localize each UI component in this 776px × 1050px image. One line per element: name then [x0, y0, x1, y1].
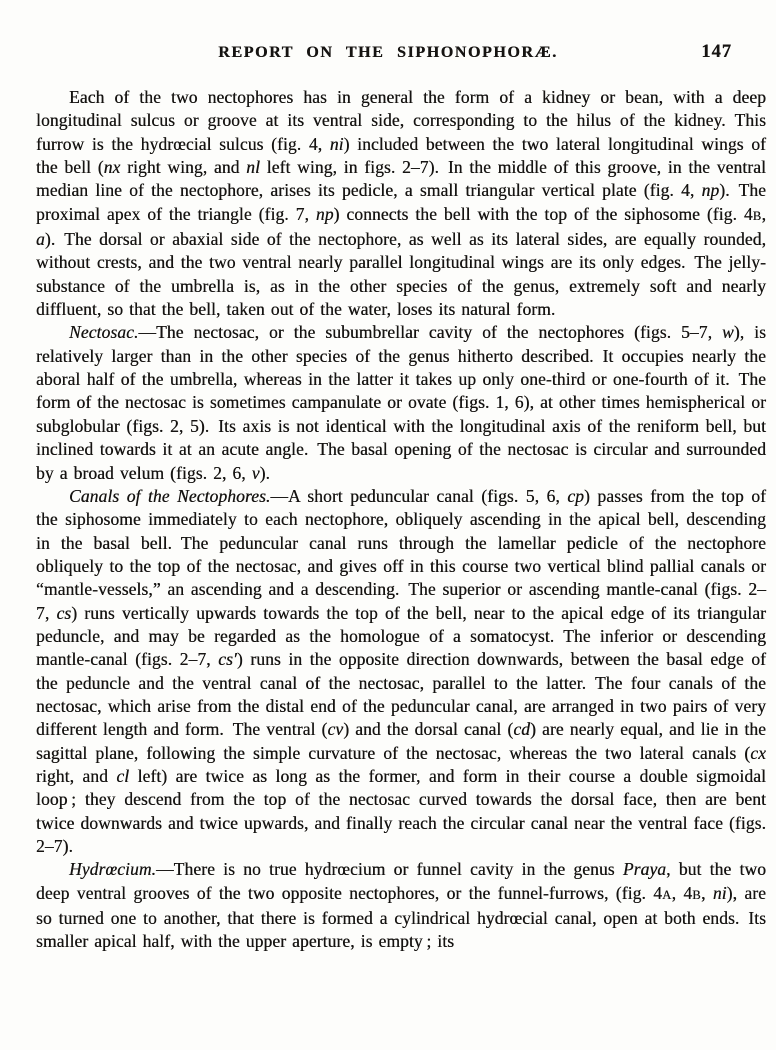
running-head: [0, 0, 776, 70]
page-body-text: [36, 86, 766, 954]
running-head-title: REPORT ON THE SIPHONOPHORÆ.: [218, 44, 558, 61]
paragraph-nectophore-form: Each of the two nectophores has in general the form of a kidney or bean, with a deep longitudinal sulcus or groove at its ventral side, corresponding to the hilus of the kidney. This furrow is the hydrœcial sulcus (fig. 4, ni) included between the two lateral longitudinal wings of the bell (nx right wing, and nl left wing, in figs. 2–7). In the middle of this groove, in the ventral median line of the nectophore, arises its pedicle, a small triangular vertical plate (fig. 4, np). The proximal apex of the triangle (fig. 7, np) connects the bell with the top of the siphosome (fig. 4B, a). The dorsal or abaxial side of the nectophore, as well as its lateral sides, are equally rounded, without crests, and the two ventral nearly parallel longitudinal wings are its only edges. The jelly-substance of the umbrella is, as in the other species of the genus, extremely soft and nearly diffluent, so that the bell, taken out of the water, loses its natural form.: [36, 87, 766, 320]
page-number: 147: [701, 42, 732, 62]
paragraph-hydroecium: Hydrœcium.—There is no true hydrœcium or funnel cavity in the genus Praya, but the two deep ventral grooves of the two opposite nectophores, or the funnel-furrows, (fig. 4A, 4B, ni), are so turned one to another, that there is formed a cylindrical hydrœcial canal, open at both ends. Its smaller apical half, with the upper aperture, is empty ; its: [36, 859, 766, 952]
paragraph-nectosac: Nectosac.—The nectosac, or the subumbrellar cavity of the nectophores (figs. 5–7, w), is relatively larger than in the other species of the genus hitherto described. It occupies nearly the aboral half of the umbrella, whereas in the latter it takes up only one-third or one-fourth of it. The form of the nectosac is sometimes campanulate or ovate (figs. 1, 6), at other times hemispherical or subglobular (figs. 2, 5). Its axis is not identical with the longitudinal axis of the reniform bell, but inclined towards it at an acute angle. The basal opening of the nectosac is circular and surrounded by a broad velum (figs. 2, 6, v).: [36, 322, 767, 483]
paragraph-canals-of-nectophores: Canals of the Nectophores.—A short peduncular canal (figs. 5, 6, cp) passes from the top of the siphosome immediately to each nectophore, obliquely ascending in the apical bell, descending in the basal bell. The peduncular canal runs through the lamellar pedicle of the nectophore obliquely to the top of the nectosac, and gives off in this course two vertical blind pallial canals or “mantle-vessels,” an ascending and a descending. The superior or ascending mantle-canal (figs. 2–7, cs) runs vertically upwards towards the top of the bell, near to the apical edge of its triangular peduncle, and may be regarded as the homologue of a somatocyst. The inferior or descending mantle-canal (figs. 2–7, cs′) runs in the opposite direction downwards, between the basal edge of the peduncle and the ventral canal of the nectosac, parallel to the latter. The four canals of the nectosac, which arise from the distal end of the peduncular canal, are arranged in two pairs of very different length and form. The ventral (cv) and the dorsal canal (cd) are nearly equal, and lie in the sagittal plane, following the simple curvature of the nectosac, whereas the two lateral canals (cx right, and cl left) are twice as long as the former, and form in their course a double sigmoidal loop ; they descend from the top of the nectosac curved towards the dorsal face, then are bent twice downwards and twice upwards, and finally reach the circular canal near the ventral face (figs. 2–7).: [36, 485, 766, 856]
